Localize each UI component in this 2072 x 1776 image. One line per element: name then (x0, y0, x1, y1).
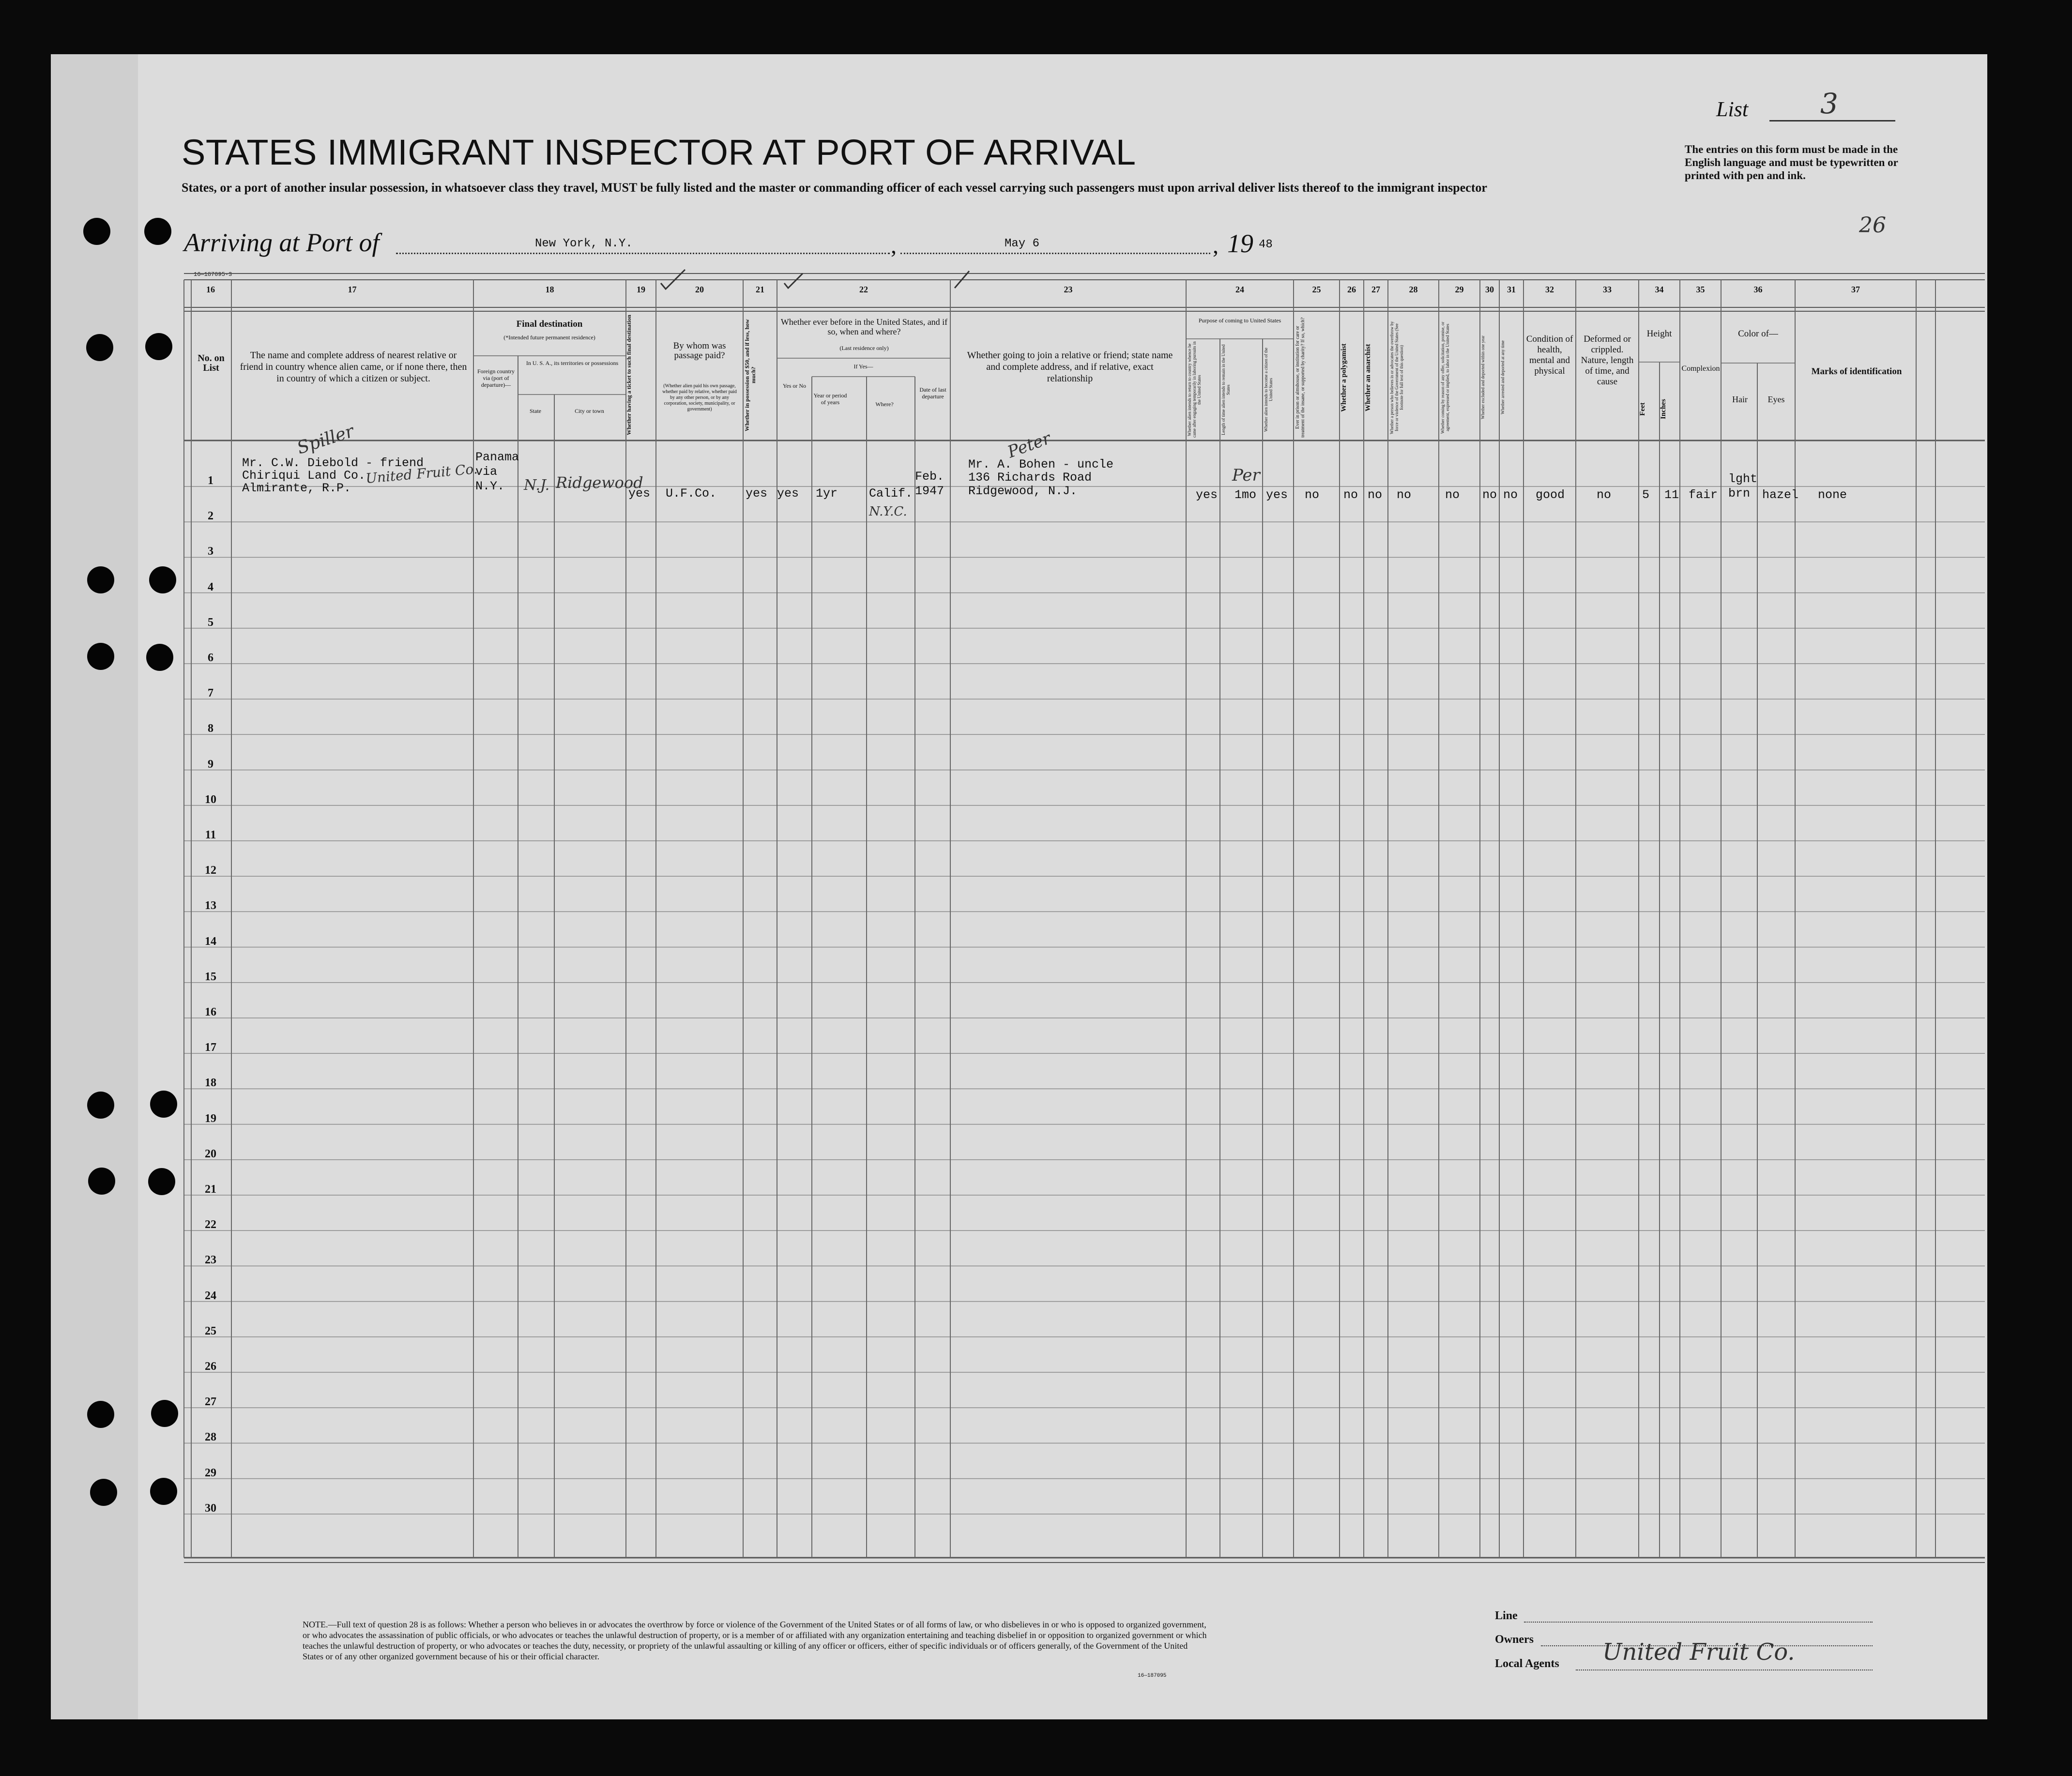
join-handwriting: Peter (1005, 428, 1053, 462)
header-hair: Hair (1732, 395, 1748, 404)
inches: 11 (1664, 488, 1679, 502)
hair-line1: lght (1728, 472, 1758, 486)
deformed: no (1597, 488, 1612, 502)
foreign-line2: via (475, 465, 498, 479)
form-instructions: The entries on this form must be made in the English language and must be typewritten or printed with pen and ink. (1685, 143, 1898, 182)
header-money: Whether in possession of $50, and if less, how much? (744, 319, 757, 431)
relative-line2: Chiriqui Land Co. (242, 469, 366, 483)
anarchist: no (1368, 488, 1383, 502)
col-num-22: 22 (859, 285, 868, 294)
relative-handwriting: United Fruit Co. (365, 460, 478, 487)
header-yes-no: Yes or No (782, 382, 807, 389)
footer-note: NOTE.—Full text of question 28 is as follows: Whether a person who believes in or advocates the overthrow by force or violence of the Government of the United States or of all forms of law, or who disbelieves in or who is opposed to organized government, or who advocates the assassination of public officials, or who advocates or teaches the unlawful destruction of property, or is a member of or affiliated with any organization entertaining and teaching disbelief in or opposition to organized government or which teaches the unlawful destruction of property, or who advocates or teaches the duty, necessity, or propriety of the unlawful assaulting or killing of any officer or officers, either of specific individuals or of officers generally, of the Government of the United States or of any other organized government because of his or their official character. (303, 1620, 1207, 1661)
row-number: 14 (205, 935, 216, 948)
header-complexion: Complexion (1681, 364, 1720, 373)
row-number: 30 (205, 1502, 216, 1515)
owners-label: Owners (1495, 1633, 1534, 1646)
header-purpose-citizen: Whether alien intends to become a citizen of the United States (1264, 348, 1273, 432)
header-overthrow: Whether a person who believes in or advocates the overthrow by force or violence of the Government of the United States (See footnote for full text of this question) (1389, 321, 1404, 434)
row-number: 12 (205, 864, 216, 877)
header-height: Height (1646, 329, 1672, 339)
state-handwriting: N.J. (524, 477, 550, 494)
hair-line2: brn (1728, 486, 1751, 501)
col-num-17: 17 (348, 285, 357, 294)
col-num-20: 20 (695, 285, 704, 294)
row-number: 21 (205, 1183, 216, 1196)
header-polygamist: Whether a polygamist (1340, 343, 1348, 412)
row-number: 17 (205, 1041, 216, 1054)
row-number: 23 (205, 1254, 216, 1267)
row-number: 8 (208, 722, 213, 735)
purpose-length: 1mo (1234, 488, 1257, 502)
offer: no (1445, 488, 1460, 502)
relative-line1: Mr. C.W. Diebold - friend (242, 456, 424, 470)
header-passage-paid: By whom was passage paid? (673, 341, 726, 361)
header-inches: Inches (1660, 399, 1667, 419)
purpose-length-handwriting: Per (1232, 466, 1260, 485)
row-number: 28 (205, 1431, 216, 1444)
line-field (1524, 1622, 1873, 1623)
purpose-citizen: yes (1266, 488, 1288, 502)
row-number: 1 (208, 474, 213, 487)
row-number: 7 (208, 687, 213, 700)
header-ever-before: Whether ever before in the United States, and if so, when and where? (780, 317, 948, 336)
before-date-line2: 1947 (915, 484, 945, 498)
join-line3: Ridgewood, N.J. (968, 484, 1078, 498)
header-where: Where? (875, 401, 894, 408)
header-date-departure: Date of last departure (919, 386, 946, 400)
header-color: Color of— (1738, 329, 1778, 339)
col-num-23: 23 (1064, 285, 1073, 294)
marks: none (1818, 488, 1847, 502)
row-number: 9 (208, 758, 213, 771)
money: yes (746, 486, 768, 501)
col-num-30: 30 (1485, 285, 1494, 294)
header-arrested: Whether arrested and deported at any time (1500, 340, 1505, 415)
form-subtitle: States, or a port of another insular possession, in whatsoever class they travel, MUST be fully listed and the master or commanding officer of each vessel carrying such passengers must upon arrival deliver lists thereof to the immigrant inspector (182, 181, 1487, 195)
eyes: hazel (1762, 488, 1799, 502)
col-num-18: 18 (545, 285, 554, 294)
join-line1: Mr. A. Bohen - uncle (968, 457, 1114, 471)
header-anarchist: Whether an anarchist (1364, 344, 1372, 411)
header-join-relative: Whether going to join a relative or friend; state name and complete address, and if relative, exact relationship (967, 350, 1173, 384)
overthrow: no (1397, 488, 1412, 502)
header-if-yes: If Yes— (853, 363, 873, 370)
header-foreign-country: Foreign country via (port of departure)— (477, 368, 515, 388)
header-feet: Feet (1639, 402, 1646, 416)
row-number: 24 (205, 1289, 216, 1302)
col-num-31: 31 (1507, 285, 1516, 294)
header-ever-before-note: (Last residence only) (839, 345, 889, 351)
feet: 5 (1642, 488, 1650, 502)
header-eyes: Eyes (1767, 395, 1785, 404)
row-number: 19 (205, 1112, 216, 1125)
header-final-destination-note: (*Intended future permanent residence) (503, 334, 595, 341)
excluded: no (1482, 488, 1497, 502)
header-ticket: Whether having a ticket to such final destination (625, 315, 632, 436)
prison: no (1305, 488, 1320, 502)
before-years: 1yr (816, 486, 838, 501)
arriving-label: Arriving at Port of (184, 228, 380, 257)
header-passage-paid-note: (Whether alien paid his own passage, whether paid by relative, whether paid by any other person, or by any corporation, society, municipality, or government) (662, 383, 737, 412)
header-marks: Marks of identification (1811, 366, 1902, 377)
agents-label: Local Agents (1495, 1657, 1559, 1670)
row-number: 5 (208, 616, 213, 629)
before-where: Calif. (869, 486, 913, 501)
col-num-24: 24 (1235, 285, 1244, 294)
join-line2: 136 Richards Road (968, 471, 1092, 485)
before-date-line1: Feb. (915, 470, 945, 484)
col-num-34: 34 (1655, 285, 1664, 294)
footer-form-code: 16—187095 (1138, 1673, 1167, 1679)
port-value: New York, N.Y. (535, 237, 633, 250)
row-number: 26 (205, 1360, 216, 1373)
col-num-29: 29 (1455, 285, 1464, 294)
row-number: 3 (208, 545, 213, 558)
row-number: 2 (208, 510, 213, 523)
relative-line3: Almirante, R.P. (242, 481, 351, 495)
arrested: no (1503, 488, 1518, 502)
header-excluded: Whether excluded and deported within one year (1480, 335, 1485, 420)
header-state: State (530, 408, 541, 414)
col-num-36: 36 (1753, 285, 1763, 294)
city-handwriting: Ridgewood (556, 473, 643, 492)
col-num-28: 28 (1409, 285, 1418, 294)
row-number: 27 (205, 1396, 216, 1409)
form-code: 16—187095-3 (194, 271, 232, 278)
col-num-27: 27 (1371, 285, 1380, 294)
row-number: 16 (205, 1006, 216, 1018)
relative-handwriting: Spiller (294, 421, 357, 458)
col-num-16: 16 (206, 285, 215, 294)
row-number: 6 (208, 652, 213, 664)
health: good (1536, 488, 1565, 502)
row-number: 20 (205, 1147, 216, 1160)
foreign-line1: Panama (475, 450, 519, 464)
before-where-handwriting: N.Y.C. (869, 504, 907, 519)
col-num-25: 25 (1312, 285, 1321, 294)
col-num-32: 32 (1545, 285, 1554, 294)
col-num-33: 33 (1603, 285, 1612, 294)
header-city: City or town (575, 408, 604, 414)
header-final-destination: Final destination (516, 319, 583, 329)
row-number: 22 (205, 1218, 216, 1231)
list-label: List (1716, 97, 1749, 121)
header-purpose-length: Length of time alien intends to remain in the United States (1221, 344, 1231, 435)
comma: , (1213, 233, 1219, 258)
row-number: 18 (205, 1077, 216, 1090)
before-yes: yes (777, 486, 799, 501)
col-num-19: 19 (637, 285, 645, 294)
header-years: Year or period of years (813, 392, 847, 406)
col-num-35: 35 (1696, 285, 1705, 294)
row-number: 10 (205, 793, 216, 806)
header-deformed: Deformed or crippled. Nature, length of time, and cause (1581, 334, 1634, 387)
polygamist: no (1343, 488, 1358, 502)
header-offer: Whether coming by reason of any offer, solicitation, promise, or agreement, expressed or implied, to labor in the United States (1440, 321, 1450, 434)
header-health: Condition of health, mental and physical (1526, 334, 1573, 376)
col-num-26: 26 (1347, 285, 1356, 294)
complexion: fair (1689, 488, 1718, 502)
row-number: 25 (205, 1324, 216, 1337)
header-usa: In U. S. A., its territories or possessions (526, 360, 619, 366)
purpose-return: yes (1196, 488, 1218, 502)
page-stamp: 26 (1859, 213, 1886, 238)
year-suffix: 48 (1259, 238, 1273, 251)
col-num-37: 37 (1851, 285, 1860, 294)
agents-handwriting: United Fruit Co. (1602, 1639, 1795, 1666)
date-value: May 6 (1005, 237, 1040, 250)
header-no-on-list: No. on List (198, 353, 225, 373)
row-number: 13 (205, 899, 216, 912)
form-title: STATES IMMIGRANT INSPECTOR AT PORT OF ARRIVAL (182, 132, 1136, 172)
line-label: Line (1495, 1609, 1518, 1622)
col-num-21: 21 (756, 285, 764, 294)
header-purpose: Purpose of coming to United States (1198, 317, 1281, 324)
comma: , (891, 233, 897, 258)
row-number: 15 (205, 970, 216, 983)
year-prefix: 19 (1227, 229, 1253, 258)
row-number: 4 (208, 580, 213, 593)
header-prison: Ever in prison or almshouse, or institution for care or treatment of the insane, or supported by charity? If so, which? (1295, 317, 1306, 438)
foreign-line3: N.Y. (475, 479, 505, 493)
ticket: yes (628, 486, 651, 501)
row-number: 11 (205, 829, 216, 841)
paid-by: U.F.Co. (666, 486, 717, 501)
list-number: 3 (1820, 87, 1838, 120)
header-relative-address: The name and complete address of nearest relative or friend in country whence alien came, or if none there, then in country of which a citizen or subject. (240, 350, 467, 384)
row-number: 29 (205, 1466, 216, 1479)
header-purpose-return: Whether alien intends to return to country whence he came after engaging temporarily in laboring pursuits in the United States (1187, 341, 1202, 438)
